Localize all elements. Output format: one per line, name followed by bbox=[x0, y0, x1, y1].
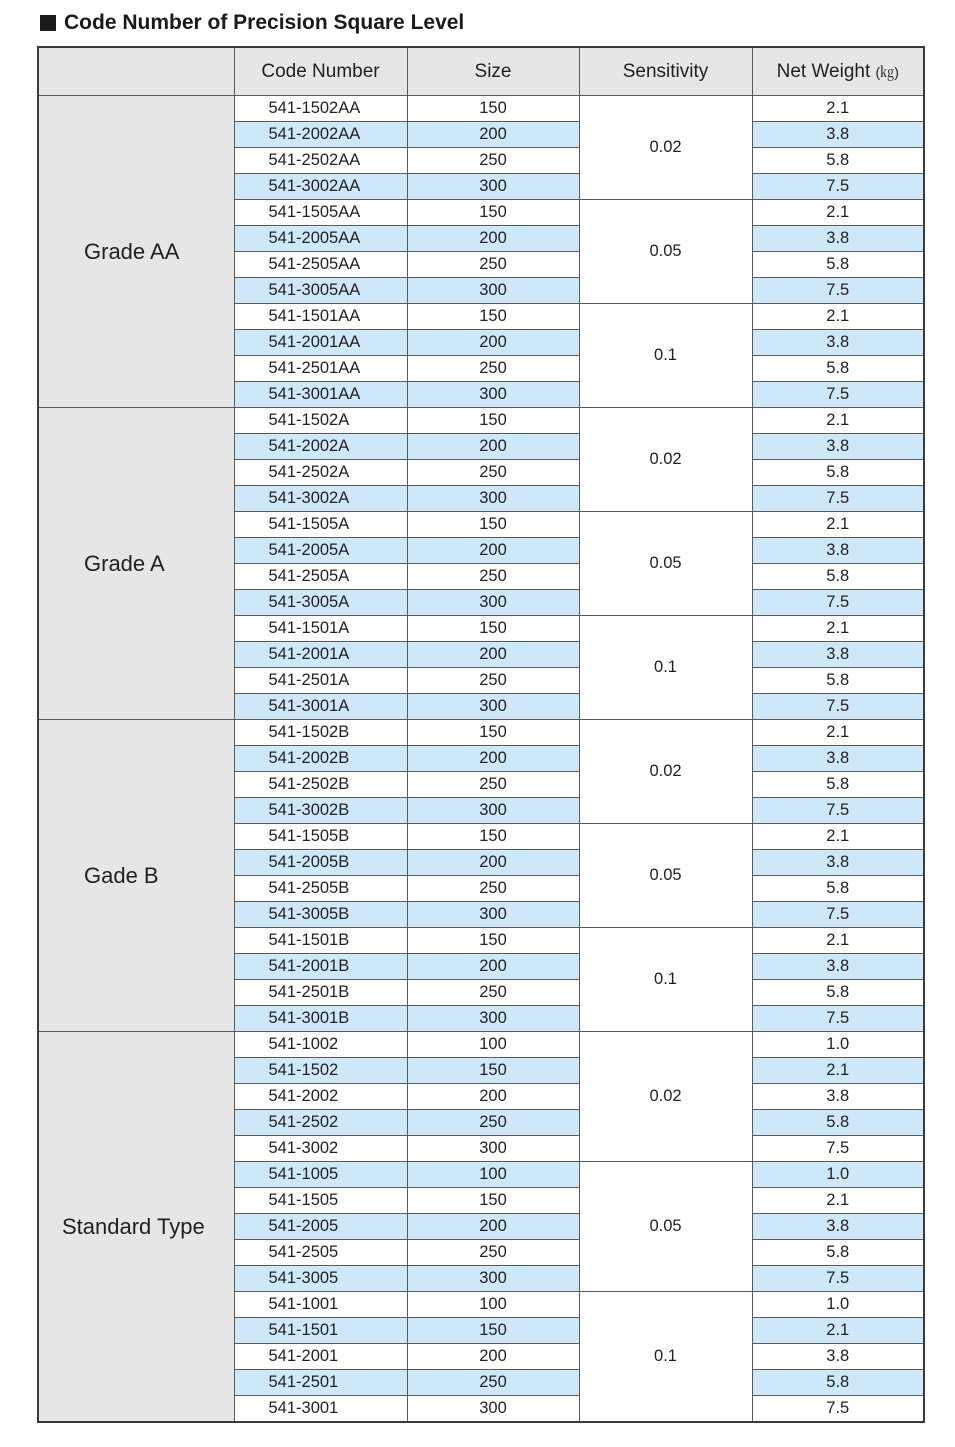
net-weight-cell: 5.8 bbox=[752, 564, 924, 590]
net-weight-cell: 2.1 bbox=[752, 304, 924, 330]
code-number-cell: 541-1505 bbox=[234, 1188, 407, 1214]
header-grade bbox=[38, 47, 234, 96]
code-number-cell: 541-2005A bbox=[234, 538, 407, 564]
code-number-cell: 541-2002AA bbox=[234, 122, 407, 148]
net-weight-cell: 3.8 bbox=[752, 1344, 924, 1370]
size-cell: 200 bbox=[407, 1214, 579, 1240]
net-weight-cell: 7.5 bbox=[752, 278, 924, 304]
code-number-cell: 541-1501 bbox=[234, 1318, 407, 1344]
table-row bbox=[38, 96, 924, 122]
size-cell: 150 bbox=[407, 616, 579, 642]
size-cell: 300 bbox=[407, 902, 579, 928]
sensitivity-cell: 0.05 bbox=[579, 512, 752, 616]
grade-label: Grade A bbox=[84, 550, 165, 576]
code-number-cell: 541-3002B bbox=[234, 798, 407, 824]
size-cell: 150 bbox=[407, 1058, 579, 1084]
size-cell: 100 bbox=[407, 1032, 579, 1058]
code-number-cell: 541-3001A bbox=[234, 694, 407, 720]
net-weight-cell: 5.8 bbox=[752, 148, 924, 174]
size-cell: 300 bbox=[407, 382, 579, 408]
code-number-cell: 541-2005AA bbox=[234, 226, 407, 252]
header-code-number: Code Number bbox=[234, 47, 407, 96]
size-cell: 250 bbox=[407, 1240, 579, 1266]
code-number-cell: 541-2502AA bbox=[234, 148, 407, 174]
size-cell: 250 bbox=[407, 564, 579, 590]
size-cell: 300 bbox=[407, 174, 579, 200]
size-cell: 150 bbox=[407, 720, 579, 746]
code-number-cell: 541-1505B bbox=[234, 824, 407, 850]
net-weight-cell: 7.5 bbox=[752, 1266, 924, 1292]
grade-label: Gade B bbox=[84, 862, 159, 888]
code-number-cell: 541-2505 bbox=[234, 1240, 407, 1266]
code-number-cell: 541-2001 bbox=[234, 1344, 407, 1370]
net-weight-cell: 2.1 bbox=[752, 720, 924, 746]
size-cell: 250 bbox=[407, 980, 579, 1006]
net-weight-cell: 5.8 bbox=[752, 460, 924, 486]
code-number-cell: 541-3002A bbox=[234, 486, 407, 512]
sensitivity-cell: 0.1 bbox=[579, 1292, 752, 1423]
size-cell: 100 bbox=[407, 1162, 579, 1188]
code-number-cell: 541-2001A bbox=[234, 642, 407, 668]
net-weight-cell: 3.8 bbox=[752, 642, 924, 668]
sensitivity-cell: 0.1 bbox=[579, 304, 752, 408]
net-weight-cell: 7.5 bbox=[752, 486, 924, 512]
size-cell: 300 bbox=[407, 694, 579, 720]
net-weight-cell: 5.8 bbox=[752, 1110, 924, 1136]
net-weight-cell: 7.5 bbox=[752, 694, 924, 720]
size-cell: 250 bbox=[407, 1370, 579, 1396]
net-weight-cell: 2.1 bbox=[752, 200, 924, 226]
code-number-cell: 541-2502A bbox=[234, 460, 407, 486]
table-row bbox=[38, 720, 924, 746]
size-cell: 150 bbox=[407, 408, 579, 434]
code-number-cell: 541-2501AA bbox=[234, 356, 407, 382]
sensitivity-cell: 0.1 bbox=[579, 928, 752, 1032]
code-number-cell: 541-1502AA bbox=[234, 96, 407, 122]
net-weight-cell: 7.5 bbox=[752, 174, 924, 200]
net-weight-cell: 3.8 bbox=[752, 538, 924, 564]
net-weight-cell: 3.8 bbox=[752, 954, 924, 980]
header-net-weight bbox=[752, 47, 924, 96]
size-cell: 250 bbox=[407, 460, 579, 486]
net-weight-cell: 7.5 bbox=[752, 798, 924, 824]
code-number-cell: 541-3005AA bbox=[234, 278, 407, 304]
code-number-cell: 541-2002A bbox=[234, 434, 407, 460]
net-weight-cell: 2.1 bbox=[752, 824, 924, 850]
code-number-cell: 541-2002 bbox=[234, 1084, 407, 1110]
size-cell: 250 bbox=[407, 148, 579, 174]
sensitivity-cell: 0.02 bbox=[579, 408, 752, 512]
code-number-cell: 541-3001 bbox=[234, 1396, 407, 1423]
net-weight-cell: 7.5 bbox=[752, 382, 924, 408]
code-number-cell: 541-2505A bbox=[234, 564, 407, 590]
section-title bbox=[40, 10, 464, 36]
code-number-cell: 541-2005 bbox=[234, 1214, 407, 1240]
size-cell: 200 bbox=[407, 330, 579, 356]
net-weight-cell: 7.5 bbox=[752, 590, 924, 616]
net-weight-cell: 2.1 bbox=[752, 928, 924, 954]
code-number-cell: 541-1501B bbox=[234, 928, 407, 954]
code-number-cell: 541-3005 bbox=[234, 1266, 407, 1292]
size-cell: 300 bbox=[407, 1006, 579, 1032]
code-number-cell: 541-3001B bbox=[234, 1006, 407, 1032]
grade-cell bbox=[38, 408, 234, 720]
grade-cell bbox=[38, 1032, 234, 1423]
size-cell: 150 bbox=[407, 96, 579, 122]
size-cell: 200 bbox=[407, 122, 579, 148]
grade-label: Grade AA bbox=[84, 238, 180, 264]
size-cell: 250 bbox=[407, 356, 579, 382]
code-number-cell: 541-2502B bbox=[234, 772, 407, 798]
net-weight-cell: 7.5 bbox=[752, 1006, 924, 1032]
grade-cell bbox=[38, 96, 234, 408]
net-weight-cell: 7.5 bbox=[752, 1136, 924, 1162]
size-cell: 300 bbox=[407, 1396, 579, 1423]
size-cell: 250 bbox=[407, 876, 579, 902]
size-cell: 200 bbox=[407, 434, 579, 460]
net-weight-cell: 5.8 bbox=[752, 1370, 924, 1396]
size-cell: 200 bbox=[407, 538, 579, 564]
sensitivity-cell: 0.05 bbox=[579, 200, 752, 304]
size-cell: 300 bbox=[407, 798, 579, 824]
header-sensitivity: Sensitivity bbox=[579, 47, 752, 96]
code-number-cell: 541-2505B bbox=[234, 876, 407, 902]
size-cell: 200 bbox=[407, 226, 579, 252]
table-row bbox=[38, 408, 924, 434]
net-weight-cell: 3.8 bbox=[752, 330, 924, 356]
size-cell: 250 bbox=[407, 1110, 579, 1136]
code-number-table bbox=[37, 46, 925, 1423]
code-number-cell: 541-1502 bbox=[234, 1058, 407, 1084]
square-bullet-icon bbox=[40, 15, 56, 31]
net-weight-cell: 2.1 bbox=[752, 96, 924, 122]
code-number-cell: 541-1505A bbox=[234, 512, 407, 538]
table-row bbox=[38, 1032, 924, 1058]
sensitivity-cell: 0.05 bbox=[579, 1162, 752, 1292]
code-number-cell: 541-1502B bbox=[234, 720, 407, 746]
net-weight-cell: 5.8 bbox=[752, 876, 924, 902]
code-number-cell: 541-2501A bbox=[234, 668, 407, 694]
net-weight-cell: 2.1 bbox=[752, 512, 924, 538]
net-weight-cell: 7.5 bbox=[752, 1396, 924, 1423]
code-number-cell: 541-3001AA bbox=[234, 382, 407, 408]
code-number-cell: 541-1502A bbox=[234, 408, 407, 434]
size-cell: 200 bbox=[407, 1084, 579, 1110]
code-number-cell: 541-2005B bbox=[234, 850, 407, 876]
code-number-cell: 541-3002 bbox=[234, 1136, 407, 1162]
net-weight-cell: 5.8 bbox=[752, 668, 924, 694]
net-weight-cell: 2.1 bbox=[752, 1188, 924, 1214]
size-cell: 200 bbox=[407, 1344, 579, 1370]
code-number-cell: 541-3005B bbox=[234, 902, 407, 928]
code-number-cell: 541-2001AA bbox=[234, 330, 407, 356]
net-weight-cell: 3.8 bbox=[752, 850, 924, 876]
net-weight-cell: 3.8 bbox=[752, 1084, 924, 1110]
title-text: Code Number of Precision Square Level bbox=[64, 11, 465, 34]
net-weight-cell: 3.8 bbox=[752, 746, 924, 772]
size-cell: 300 bbox=[407, 278, 579, 304]
size-cell: 150 bbox=[407, 928, 579, 954]
size-cell: 150 bbox=[407, 304, 579, 330]
size-cell: 200 bbox=[407, 642, 579, 668]
code-number-cell: 541-1501A bbox=[234, 616, 407, 642]
size-cell: 300 bbox=[407, 1136, 579, 1162]
net-weight-cell: 2.1 bbox=[752, 1318, 924, 1344]
net-weight-cell: 2.1 bbox=[752, 1058, 924, 1084]
header-size: Size bbox=[407, 47, 579, 96]
size-cell: 100 bbox=[407, 1292, 579, 1318]
net-weight-cell: 3.8 bbox=[752, 122, 924, 148]
net-weight-label: Net Weight bbox=[776, 61, 871, 82]
code-number-cell: 541-2505AA bbox=[234, 252, 407, 278]
net-weight-cell: 5.8 bbox=[752, 1240, 924, 1266]
size-cell: 250 bbox=[407, 252, 579, 278]
size-cell: 150 bbox=[407, 824, 579, 850]
grade-cell bbox=[38, 720, 234, 1032]
code-number-cell: 541-2502 bbox=[234, 1110, 407, 1136]
grade-label: Standard Type bbox=[62, 1213, 205, 1239]
sensitivity-cell: 0.02 bbox=[579, 1032, 752, 1162]
code-number-cell: 541-2501B bbox=[234, 980, 407, 1006]
net-weight-cell: 3.8 bbox=[752, 434, 924, 460]
net-weight-cell: 5.8 bbox=[752, 772, 924, 798]
code-number-cell: 541-3002AA bbox=[234, 174, 407, 200]
size-cell: 200 bbox=[407, 954, 579, 980]
sensitivity-cell: 0.02 bbox=[579, 96, 752, 200]
code-number-cell: 541-3005A bbox=[234, 590, 407, 616]
net-weight-cell: 3.8 bbox=[752, 226, 924, 252]
code-number-cell: 541-1002 bbox=[234, 1032, 407, 1058]
size-cell: 250 bbox=[407, 772, 579, 798]
sensitivity-cell: 0.1 bbox=[579, 616, 752, 720]
code-number-cell: 541-2002B bbox=[234, 746, 407, 772]
code-number-cell: 541-1001 bbox=[234, 1292, 407, 1318]
net-weight-cell: 2.1 bbox=[752, 616, 924, 642]
net-weight-cell: 3.8 bbox=[752, 1214, 924, 1240]
header-row bbox=[38, 47, 924, 96]
size-cell: 300 bbox=[407, 486, 579, 512]
net-weight-cell: 5.8 bbox=[752, 252, 924, 278]
net-weight-cell: 2.1 bbox=[752, 408, 924, 434]
net-weight-unit: (㎏) bbox=[875, 64, 899, 80]
sensitivity-cell: 0.02 bbox=[579, 720, 752, 824]
size-cell: 300 bbox=[407, 1266, 579, 1292]
net-weight-cell: 7.5 bbox=[752, 902, 924, 928]
code-number-cell: 541-1005 bbox=[234, 1162, 407, 1188]
size-cell: 200 bbox=[407, 850, 579, 876]
code-number-cell: 541-2001B bbox=[234, 954, 407, 980]
sensitivity-cell: 0.05 bbox=[579, 824, 752, 928]
size-cell: 300 bbox=[407, 590, 579, 616]
net-weight-cell: 1.0 bbox=[752, 1292, 924, 1318]
code-number-cell: 541-1501AA bbox=[234, 304, 407, 330]
size-cell: 150 bbox=[407, 512, 579, 538]
size-cell: 150 bbox=[407, 1318, 579, 1344]
size-cell: 150 bbox=[407, 1188, 579, 1214]
net-weight-cell: 5.8 bbox=[752, 980, 924, 1006]
size-cell: 250 bbox=[407, 668, 579, 694]
net-weight-cell: 5.8 bbox=[752, 356, 924, 382]
table-body bbox=[38, 96, 924, 1423]
size-cell: 200 bbox=[407, 746, 579, 772]
net-weight-cell: 1.0 bbox=[752, 1162, 924, 1188]
size-cell: 150 bbox=[407, 200, 579, 226]
code-number-cell: 541-1505AA bbox=[234, 200, 407, 226]
net-weight-cell: 1.0 bbox=[752, 1032, 924, 1058]
code-number-cell: 541-2501 bbox=[234, 1370, 407, 1396]
